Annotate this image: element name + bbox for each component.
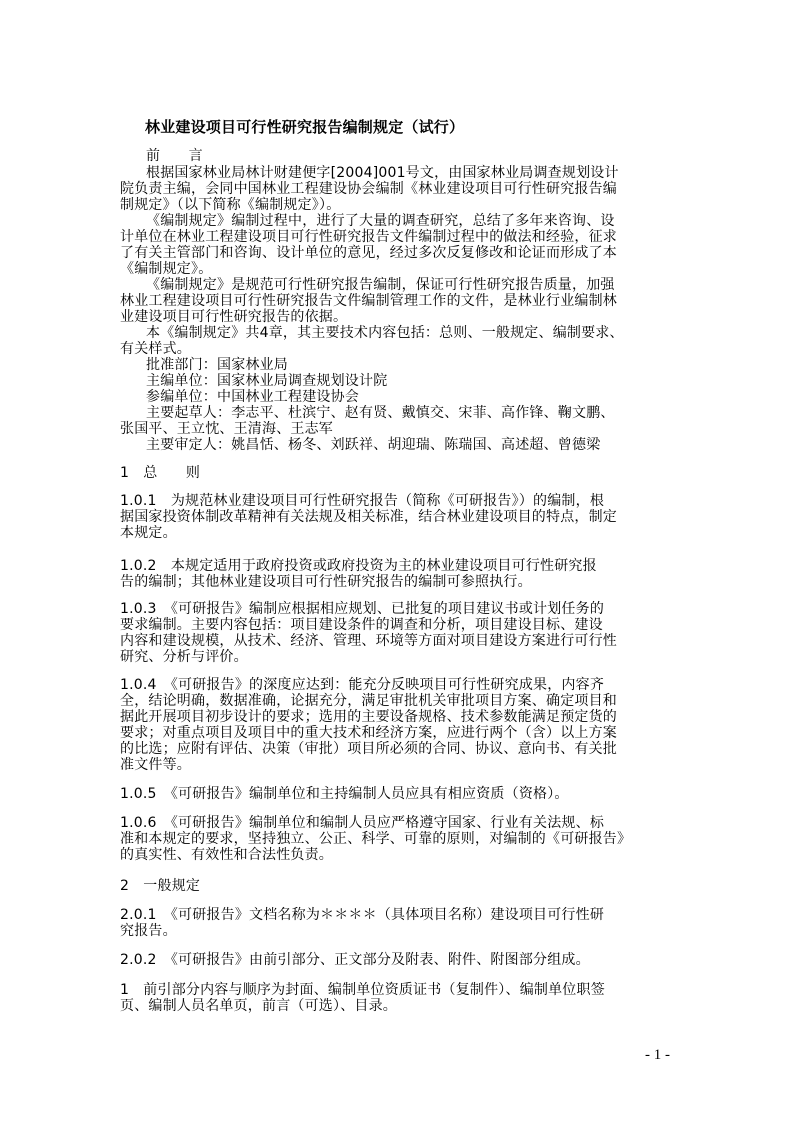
section-heading-general-principles: 1 总 则 — [120, 465, 201, 481]
paragraph-line: 林业工程建设项目可行性研究报告文件编制管理工作的文件，是林业行业编制林 — [120, 293, 617, 309]
clause-line: 准文件等。 — [120, 757, 191, 773]
document-title: 林业建设项目可行性研究报告编制规定（试行） — [145, 118, 465, 136]
paragraph-line: 《编制规定》是规范可行性研究报告编制，保证可行性研究报告质量，加强 — [146, 277, 615, 293]
paragraph-line: 制规定》（以下简称《编制规定》）。 — [120, 197, 341, 213]
clause-line: 的真实性、有效性和合法性负责。 — [120, 847, 333, 863]
paragraph-line: 院负责主编，会同中国林业工程建设协会编制《林业建设项目可行性研究报告编 — [120, 181, 617, 197]
info-line: 参编单位：中国林业工程建设协会 — [146, 389, 359, 405]
clause-line: 2.0.2 《可研报告》由前引部分、正文部分及附表、附件、附图部分组成。 — [120, 952, 590, 968]
paragraph-line: 《编制规定》编制过程中，进行了大量的调查研究，总结了多年来咨询、设 — [146, 213, 615, 229]
section-heading-preface: 前 言 — [146, 148, 203, 164]
info-line: 批准部门：国家林业局 — [146, 357, 288, 373]
clause-line: 要求编制。主要内容包括：项目建设条件的调查和分析，项目建设目标、建设 — [120, 617, 603, 633]
clause-line: 1 前引部分内容与顺序为封面、编制单位资质证书（复制件）、编制单位职签 — [120, 982, 605, 998]
clause-line: 1.0.1 为规范林业建设项目可行性研究报告（简称《可研报告》）的编制，根 — [120, 493, 605, 509]
clause-line: 要求；对重点项目及项目中的重大技术和经济方案，应进行两个（含）以上方案 — [120, 725, 617, 741]
clause-line: 本规定。 — [120, 525, 177, 541]
clause-line: 2.0.1 《可研报告》文档名称为＊＊＊＊（具体项目名称）建设项目可行性研 — [120, 907, 605, 923]
clause-line: 据国家投资体制改革精神有关法规及相关标准，结合林业建设项目的特点，制定 — [120, 509, 617, 525]
info-line: 主要审定人：姚昌恬、杨冬、刘跃祥、胡迎瑞、陈瑞国、高述超、曾德梁 — [146, 437, 601, 453]
paragraph-line: 《编制规定》。 — [120, 261, 213, 277]
clause-line: 的比选；应附有评估、决策（审批）项目所必须的合同、协议、意向书、有关批 — [120, 741, 617, 757]
clause-line: 告的编制；其他林业建设项目可行性研究报告的编制可参照执行。 — [120, 574, 532, 590]
paragraph-line: 根据国家林业局林计财建便字[2004]001号文，由国家林业局调查规划设计 — [146, 165, 619, 181]
clause-line: 据此开展项目初步设计的要求；选用的主要设备规格、技术参数能满足预定货的 — [120, 709, 617, 725]
clause-line: 1.0.6 《可研报告》编制单位和编制人员应严格遵守国家、行业有关法规、标 — [120, 815, 605, 831]
paragraph-line: 本《编制规定》共4章，其主要技术内容包括：总则、一般规定、编制要求、 — [146, 325, 624, 341]
page-number: - 1 - — [645, 1047, 670, 1063]
clause-line: 研究、分析与评价。 — [120, 649, 248, 665]
paragraph-line: 有关样式。 — [120, 341, 191, 357]
clause-line: 准和本规定的要求，坚持独立、公正、科学、可靠的原则，对编制的《可研报告》 — [120, 831, 632, 847]
clause-line: 究报告。 — [120, 923, 177, 939]
clause-line: 1.0.3 《可研报告》编制应根据相应规划、已批复的项目建议书或计划任务的 — [120, 601, 605, 617]
info-line: 主编单位：国家林业局调查规划设计院 — [146, 373, 388, 389]
info-line: 主要起草人：李志平、杜滨宁、赵有贤、戴慎交、宋菲、高作锋、鞠文鹏、 — [146, 405, 615, 421]
section-heading-general-provisions: 2 一般规定 — [120, 878, 201, 894]
clause-line: 内容和建设规模，从技术、经济、管理、环境等方面对项目建设方案进行可行性 — [120, 633, 617, 649]
info-line: 张国平、王立忱、王清海、王志军 — [120, 421, 333, 437]
clause-line: 全，结论明确，数据准确，论据充分，满足审批机关审批项目方案、确定项目和 — [120, 693, 617, 709]
paragraph-line: 业建设项目可行性研究报告的依据。 — [120, 309, 348, 325]
clause-line: 1.0.4 《可研报告》的深度应达到：能充分反映项目可行性研究成果，内容齐 — [120, 677, 605, 693]
clause-line: 页、编制人员名单页，前言（可选）、目录。 — [120, 998, 397, 1014]
paragraph-line: 了有关主管部门和咨询、设计单位的意见，经过多次反复修改和论证而形成了本 — [120, 245, 617, 261]
clause-line: 1.0.2 本规定适用于政府投资或政府投资为主的林业建设项目可行性研究报 — [120, 558, 597, 574]
clause-line: 1.0.5 《可研报告》编制单位和主持编制人员应具有相应资质（资格）。 — [120, 786, 569, 802]
paragraph-line: 计单位在林业工程建设项目可行性研究报告文件编制过程中的做法和经验，征求 — [120, 229, 617, 245]
